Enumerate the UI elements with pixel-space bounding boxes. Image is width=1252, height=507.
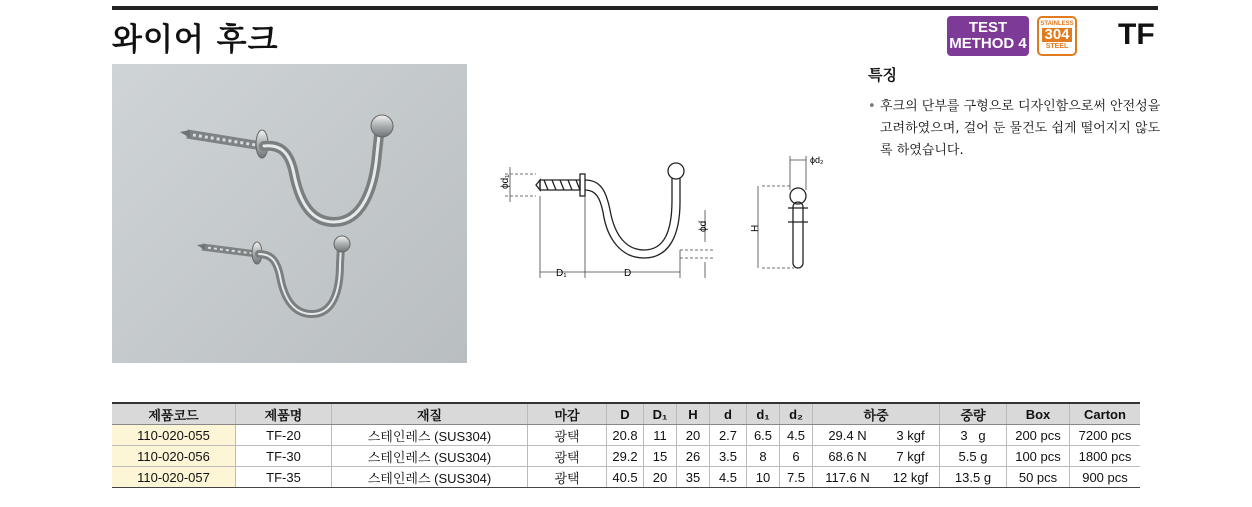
- cell-weight: 3 g: [940, 425, 1007, 446]
- large-hook-image: [180, 115, 393, 222]
- features-description: 후크의 단부를 구형으로 디자인함으로써 안전성을 고려하였으며, 걸어 둔 물건도 쉽게 떨어지지 않도록 하였습니다.: [880, 99, 1161, 158]
- cell-name: TF-35: [236, 467, 332, 488]
- cell-finish: 광택: [528, 446, 607, 467]
- col-H: H: [677, 403, 710, 425]
- cell-code: 110-020-055: [112, 425, 236, 446]
- cell-d1: 8: [747, 446, 780, 467]
- col-D: D: [607, 403, 644, 425]
- cell-load-kgf: 12 kgf: [882, 467, 940, 488]
- cell-material: 스테인레스 (SUS304): [332, 446, 528, 467]
- product-code: TF: [1118, 18, 1155, 51]
- spec-table: [112, 402, 1140, 488]
- cell-name: TF-20: [236, 425, 332, 446]
- cell-H: 26: [677, 446, 710, 467]
- cell-D1: 11: [644, 425, 677, 446]
- cell-d2: 7.5: [780, 467, 813, 488]
- cell-load-kgf: 7 kgf: [882, 446, 940, 467]
- col-weight: 중량: [940, 403, 1007, 425]
- cell-finish: 광택: [528, 425, 607, 446]
- cell-carton: 900 pcs: [1070, 467, 1141, 488]
- cell-H: 35: [677, 467, 710, 488]
- dim-D-label: D: [624, 268, 632, 279]
- cell-d: 2.7: [710, 425, 747, 446]
- cell-d2: 4.5: [780, 425, 813, 446]
- dim-d1-label: ϕd₁: [500, 174, 511, 189]
- col-carton: Carton: [1070, 403, 1141, 425]
- cell-load-n: 29.4 N: [813, 425, 882, 446]
- cell-load-n: 68.6 N: [813, 446, 882, 467]
- technical-drawing: [500, 150, 840, 280]
- cell-weight: 5.5 g: [940, 446, 1007, 467]
- product-photo: [112, 64, 467, 363]
- table-row: [112, 467, 1140, 488]
- col-finish: 마감: [528, 403, 607, 425]
- cell-D1: 15: [644, 446, 677, 467]
- cell-weight: 13.5 g: [940, 467, 1007, 488]
- col-load: 하중: [813, 403, 940, 425]
- cell-H: 20: [677, 425, 710, 446]
- cell-box: 50 pcs: [1007, 467, 1070, 488]
- cell-box: 200 pcs: [1007, 425, 1070, 446]
- cell-D: 40.5: [607, 467, 644, 488]
- dim-d-label: ϕd: [698, 220, 709, 232]
- header-rule: [112, 6, 1158, 10]
- col-d2: d₂: [780, 403, 813, 425]
- dim-H-label: H: [750, 224, 761, 232]
- small-hook-image: [197, 236, 350, 314]
- cell-material: 스테인레스 (SUS304): [332, 425, 528, 446]
- cell-name: TF-30: [236, 446, 332, 467]
- col-d: d: [710, 403, 747, 425]
- cell-d1: 10: [747, 467, 780, 488]
- cell-load-kgf: 3 kgf: [882, 425, 940, 446]
- cell-D: 29.2: [607, 446, 644, 467]
- col-D1: D₁: [644, 403, 677, 425]
- cell-material: 스테인레스 (SUS304): [332, 467, 528, 488]
- cell-carton: 1800 pcs: [1070, 446, 1141, 467]
- table-header-row: [112, 403, 1140, 425]
- col-box: Box: [1007, 403, 1070, 425]
- cell-load-n: 117.6 N: [813, 467, 882, 488]
- cell-d: 4.5: [710, 467, 747, 488]
- col-product-code: 제품코드: [112, 403, 236, 425]
- features-text: [868, 96, 1168, 162]
- table-row: [112, 446, 1140, 467]
- cell-carton: 7200 pcs: [1070, 425, 1141, 446]
- page-title: 와이어 후크: [112, 22, 279, 58]
- cell-d1: 6.5: [747, 425, 780, 446]
- cell-D1: 20: [644, 467, 677, 488]
- features-heading: 특징: [868, 66, 897, 84]
- cell-code: 110-020-057: [112, 467, 236, 488]
- dim-d2-label: ϕd₂: [810, 155, 824, 165]
- bullet-icon: •: [868, 99, 876, 114]
- col-product-name: 제품명: [236, 403, 332, 425]
- cell-box: 100 pcs: [1007, 446, 1070, 467]
- cell-code: 110-020-056: [112, 446, 236, 467]
- dim-D1-label: D₁: [556, 268, 567, 279]
- col-material: 재질: [332, 403, 528, 425]
- col-d1: d₁: [747, 403, 780, 425]
- cell-d2: 6: [780, 446, 813, 467]
- cell-D: 20.8: [607, 425, 644, 446]
- test-method-badge: TEST METHOD 4: [947, 16, 1029, 56]
- cell-finish: 광택: [528, 467, 607, 488]
- table-row: [112, 425, 1140, 446]
- cell-d: 3.5: [710, 446, 747, 467]
- stainless-304-badge: STAINLESS 304 STEEL: [1037, 16, 1077, 56]
